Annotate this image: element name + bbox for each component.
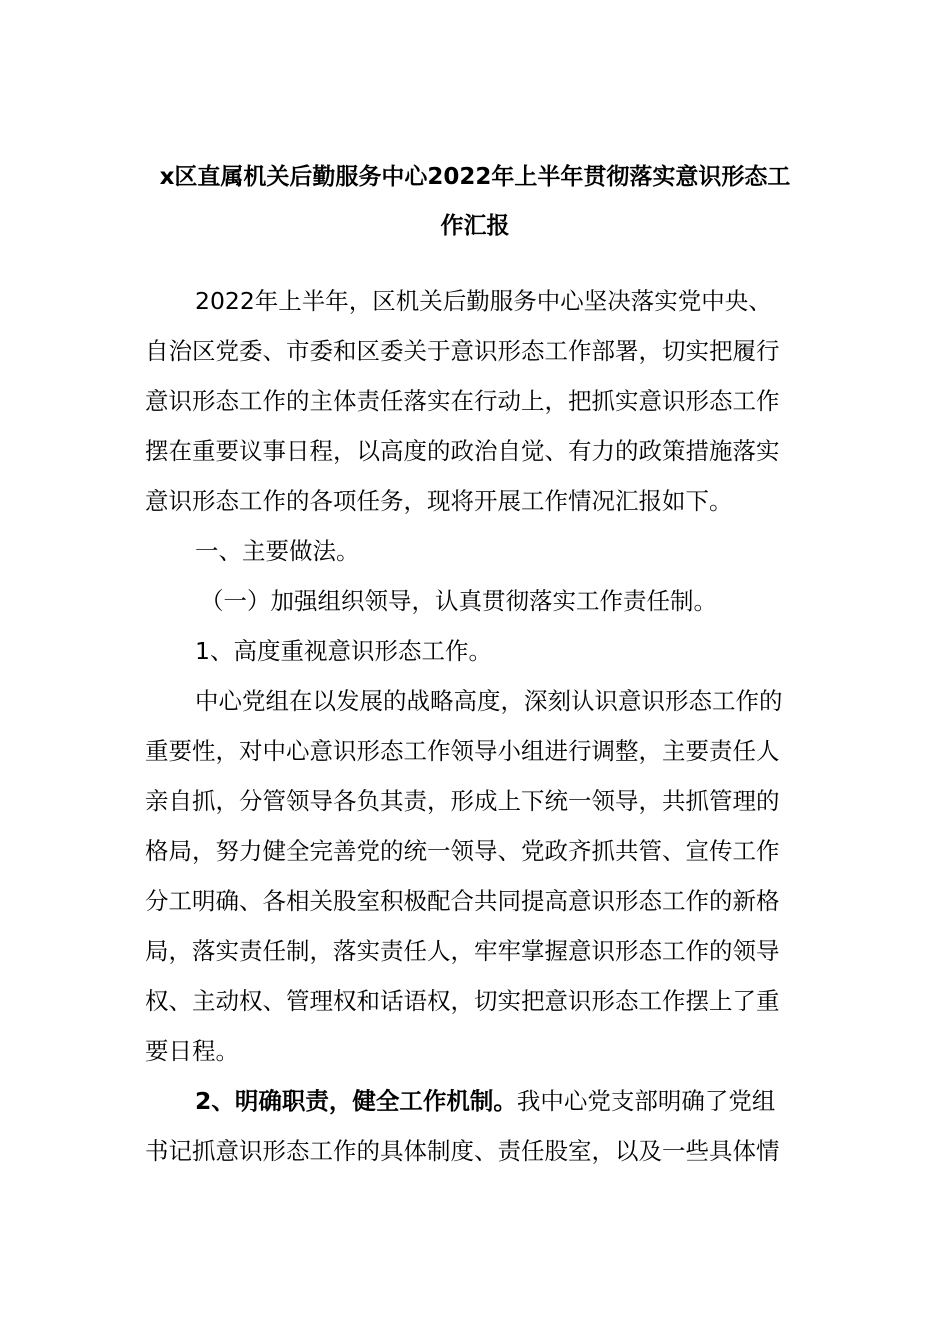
item1-body-line-2: 重要性，对中心意识形态工作领导小组进行调整，主要责任人 [145,737,780,765]
item2-first-line [195,1086,775,1116]
item1-body-line-1: 中心党组在以发展的战略高度，深刻认识意识形态工作的 [195,687,783,715]
intro-line-3: 意识形态工作的主体责任落实在行动上，把抓实意识形态工作 [145,387,780,415]
document-title-line-2: 作汇报 [440,213,510,239]
item1-body-line-3: 亲自抓，分管领导各负其责，形成上下统一领导，共抓管理的 [145,787,780,815]
item1-body-line-8: 要日程。 [145,1037,239,1065]
document-title-line-1: x区直属机关后勤服务中心2022年上半年贯彻落实意识形态工 [159,164,791,190]
item2-body-start: 我中心党支部明确了党组 [516,1087,776,1115]
item-heading-2: 2、明确职责，健全工作机制。 [195,1087,517,1115]
item-heading-1: 1、高度重视意识形态工作。 [195,637,492,665]
item1-body-line-5: 分工明确、各相关股室积极配合共同提高意识形态工作的新格 [145,887,780,915]
intro-line-5: 意识形态工作的各项任务，现将开展工作情况汇报如下。 [145,487,733,515]
item1-body-line-6: 局，落实责任制，落实责任人，牢牢掌握意识形态工作的领导 [145,937,780,965]
intro-line-4: 摆在重要议事日程，以高度的政治自觉、有力的政策措施落实 [145,437,780,465]
intro-line-1: 2022年上半年，区机关后勤服务中心坚决落实党中央、 [195,287,772,315]
item1-body-line-4: 格局，努力健全完善党的统一领导、党政齐抓共管、宣传工作 [145,837,780,865]
section-heading-1: 一、主要做法。 [195,537,360,565]
intro-line-2: 自治区党委、市委和区委关于意识形态工作部署，切实把履行 [145,337,780,365]
item2-body-line-2: 书记抓意识形态工作的具体制度、责任股室，以及一些具体情 [145,1137,780,1165]
subsection-heading-1: （一）加强组织领导，认真贯彻落实工作责任制。 [200,587,717,615]
item1-body-line-7: 权、主动权、管理权和话语权，切实把意识形态工作摆上了重 [145,987,780,1015]
